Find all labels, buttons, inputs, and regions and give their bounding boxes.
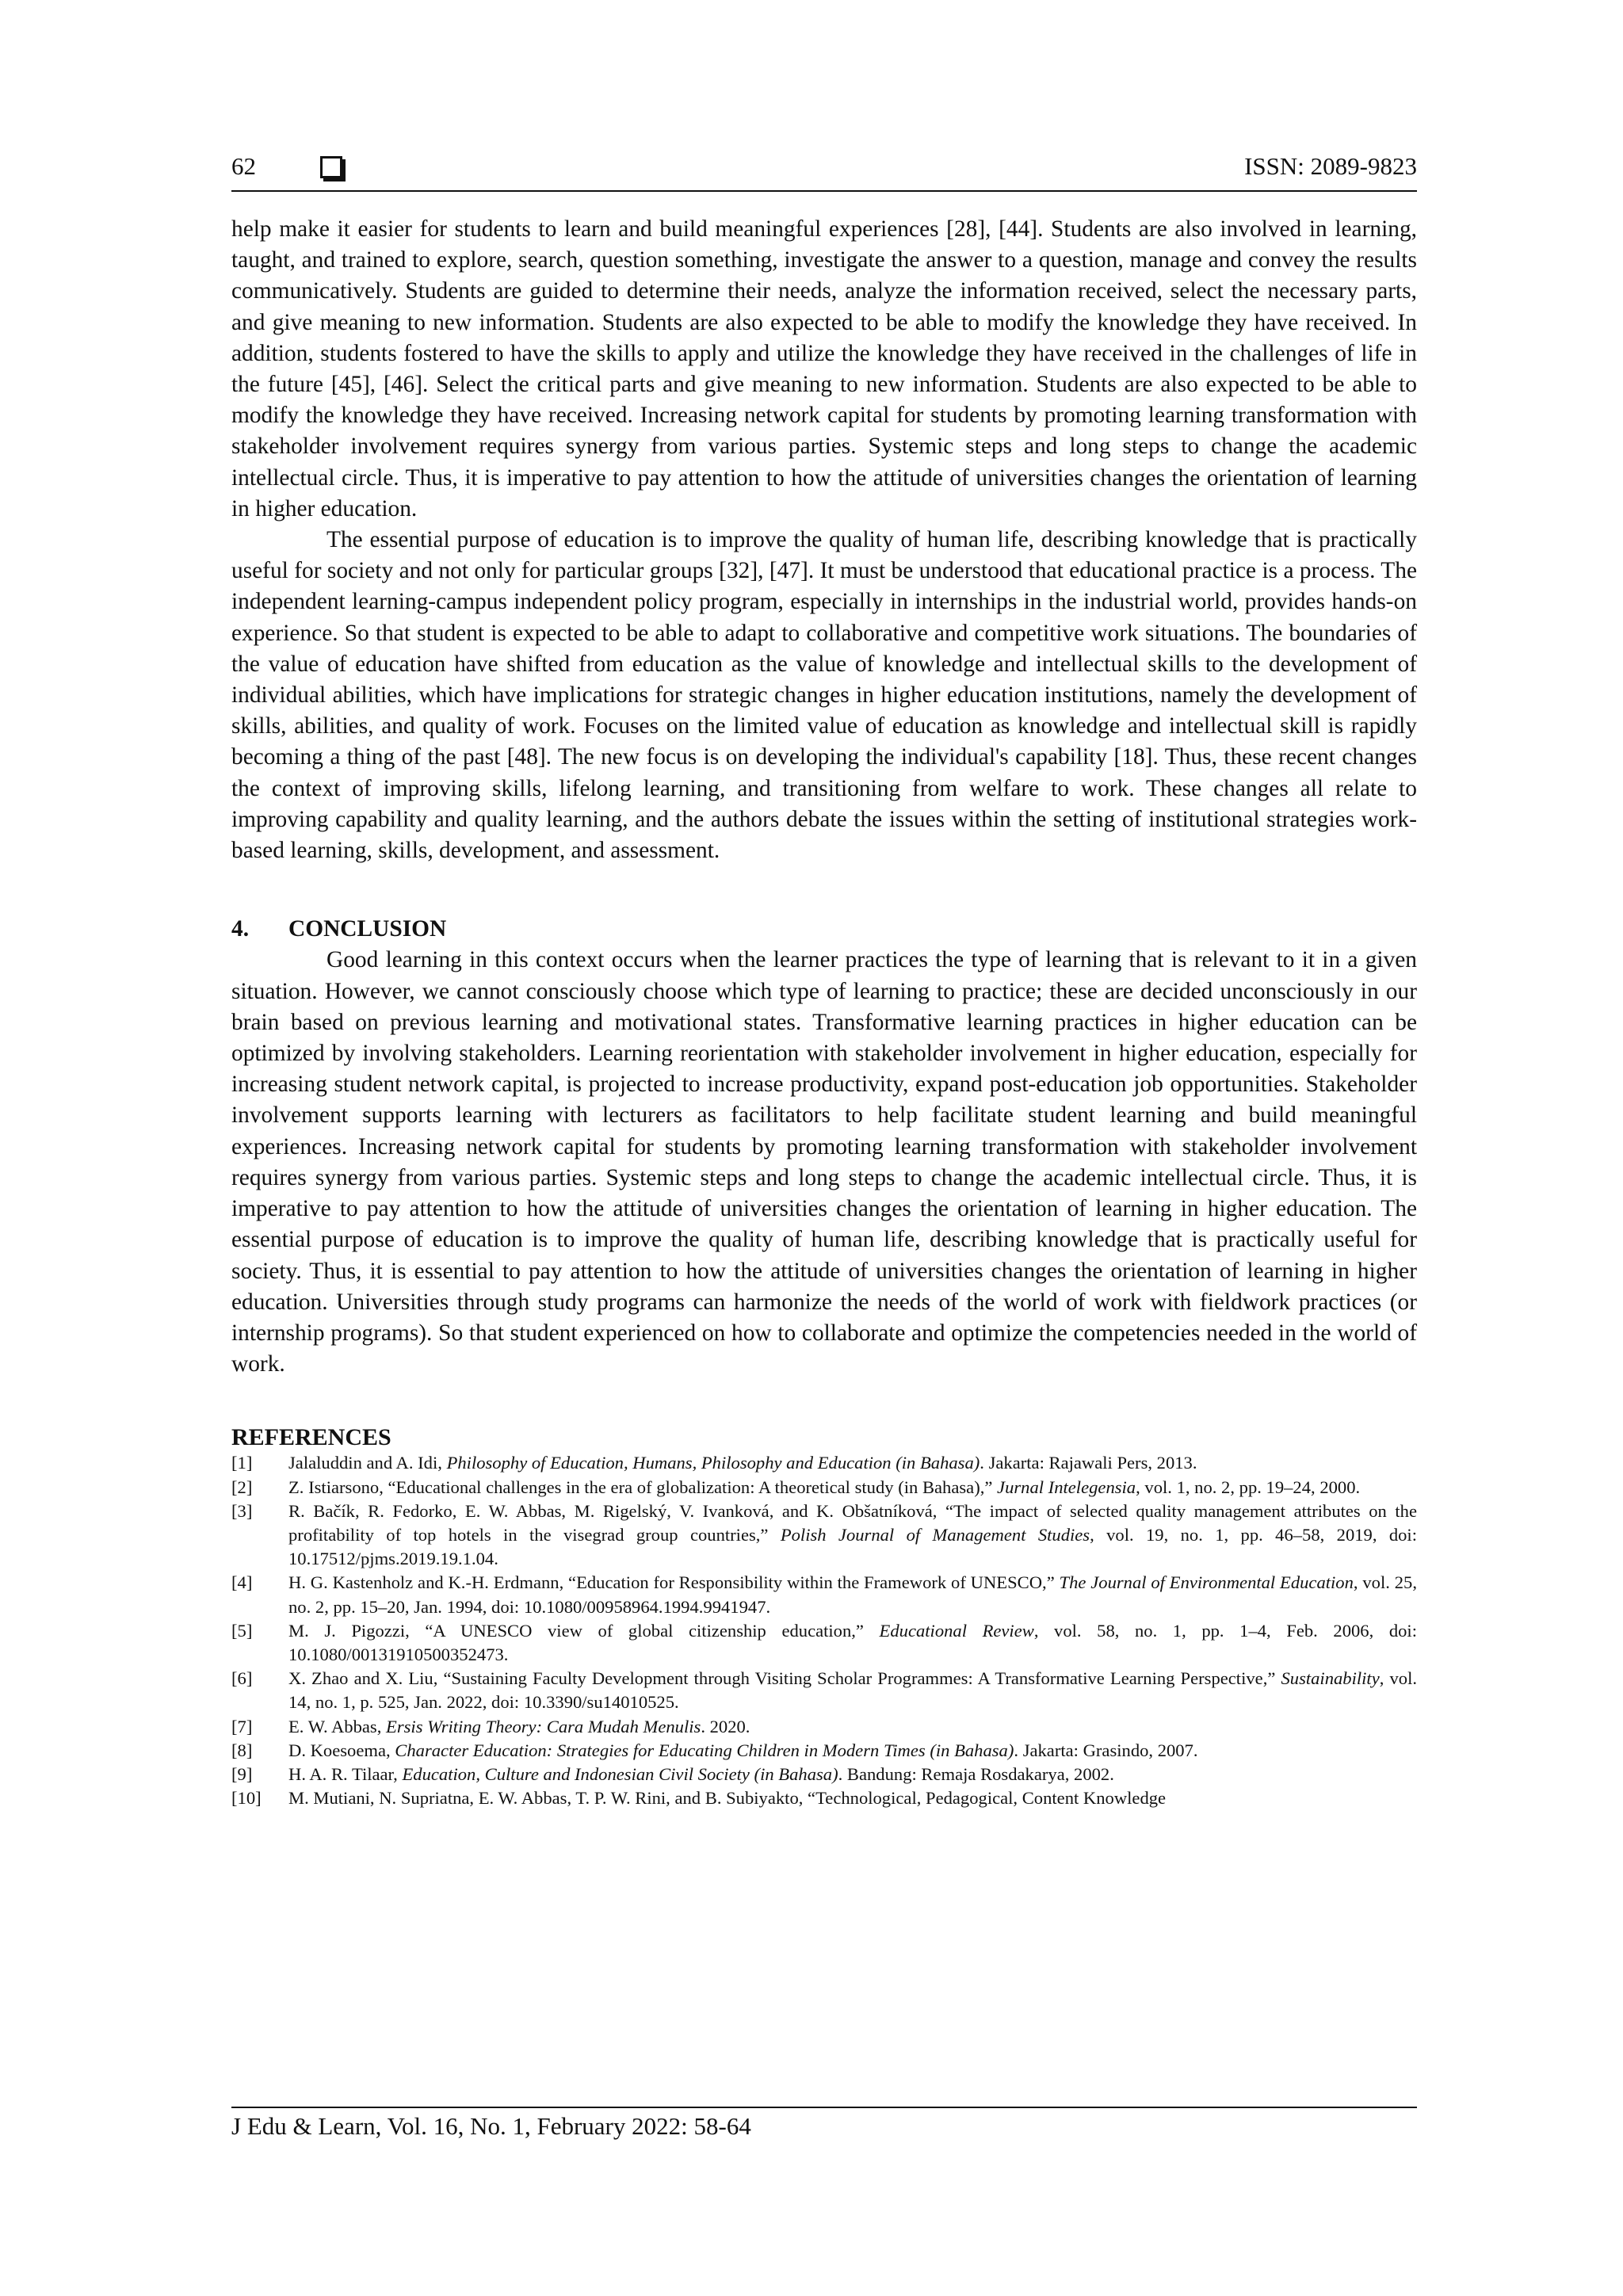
reference-item — [231, 1667, 1417, 1714]
body-paragraph-1: help make it easier for students to learn and build meaningful experiences [28], [44]. Students are also involved in learning, taught, and trained to explore, search, question something, investigate the answer to a question, manage and convey the results communicatively. Students are guided to determine their needs, analyze the information received, select the necessary parts, and give meaning to new information. Students are also expected to be able to modify the knowledge they have received. In addition, students fostered to have the skills to apply and utilize the knowledge they have received in the challenges of life in the future [45], [46]. Select the critical parts and give meaning to new information. Students are also expected to be able to modify the knowledge they have received. Increasing network capital for students by promoting learning transformation with stakeholder involvement requires synergy from various parties. Systemic steps and long steps to change the academic intellectual circle. Thus, it is imperative to pay attention to how the attitude of universities changes the orientation of learning in higher education. — [231, 216, 1417, 521]
reference-authors-title: H. A. R. Tilaar, — [288, 1763, 403, 1784]
page-header — [231, 152, 1417, 192]
reference-details: . Bandung: Remaja Rosdakarya, 2002. — [838, 1763, 1114, 1784]
reference-details: . Jakarta: Grasindo, 2007. — [1014, 1740, 1198, 1760]
reference-number: [9] — [231, 1763, 253, 1784]
reference-text — [288, 1451, 1417, 1475]
reference-authors-title: Z. Istiarsono, “Educational challenges in the era of globalization: A theoretical study (in Bahasa),” — [288, 1477, 998, 1497]
body-paragraph-2: The essential purpose of education is to improve the quality of human life, describing knowledge that is practically useful for society and not only for particular groups [32], [47]. It must be understood that educational practice is a process. The independent learning-campus independent policy program, especially in internships in the industrial world, provides hands-on experience. So that student is expected to be able to adapt to collaborative and competitive work situations. The boundaries of the value of education have shifted from education as the value of knowledge and intellectual skills to the development of individual abilities, which have implications for strategic changes in higher education institutions, namely the development of skills, abilities, and quality of work. Focuses on the limited value of education as knowledge and intellectual skill is rapidly becoming a thing of the past [48]. The new focus is on developing the individual's capability [18]. Thus, these recent changes the context of improving skills, lifelong learning, and transitioning from welfare to work. These changes all relate to improving capability and quality learning, and the authors debate the issues within the setting of institutional strategies work-based learning, skills, development, and assessment. — [231, 527, 1417, 864]
reference-item — [231, 1763, 1417, 1786]
checkbox-square-icon — [320, 156, 342, 178]
section-number: 4. — [231, 916, 250, 942]
reference-source: Educational Review — [879, 1620, 1034, 1641]
reference-number: [3] — [231, 1500, 253, 1521]
references-heading: REFERENCES — [231, 1424, 391, 1451]
reference-text — [288, 1739, 1417, 1763]
reference-source: Ersis Writing Theory: Cara Mudah Menulis — [386, 1716, 701, 1736]
reference-source: Sustainability — [1281, 1668, 1380, 1689]
reference-text — [288, 1763, 1417, 1786]
reference-text — [288, 1476, 1417, 1499]
reference-text — [288, 1499, 1417, 1572]
reference-authors-title: R. Bačík, R. Fedorko, E. W. Abbas, M. Rigelský, V. Ivanková, and K. Obšatníková, “The impact of selected quality management attributes on the profitability of top hotels in the visegrad group countries,” — [288, 1500, 1417, 1545]
reference-authors-title: E. W. Abbas, — [288, 1716, 387, 1736]
reference-authors-title: D. Koesoema, — [288, 1740, 395, 1760]
page-footer: J Edu & Learn, Vol. 16, No. 1, February 2022: 58-64 — [231, 2112, 751, 2140]
reference-details: , vol. 14, no. 1, p. 525, Jan. 2022, doi: 10.3390/su14010525. — [288, 1668, 1417, 1713]
reference-item — [231, 1476, 1417, 1499]
reference-text — [288, 1571, 1417, 1618]
reference-authors-title: M. J. Pigozzi, “A UNESCO view of global citizenship education,” — [288, 1620, 880, 1641]
footer-rule — [231, 2107, 1417, 2108]
section-title: CONCLUSION — [288, 916, 447, 942]
reference-number: [2] — [231, 1477, 253, 1497]
reference-number: [7] — [231, 1716, 253, 1736]
reference-item — [231, 1619, 1417, 1667]
reference-source: Education, Culture and Indonesian Civil Society (in Bahasa) — [402, 1763, 838, 1784]
reference-text — [288, 1667, 1417, 1714]
reference-item — [231, 1786, 1417, 1810]
page-content — [231, 214, 1417, 1810]
reference-details: , vol. 25, no. 2, pp. 15–20, Jan. 1994, doi: 10.1080/00958964.1994.9941947. — [288, 1572, 1417, 1617]
reference-number: [1] — [231, 1453, 253, 1473]
page-number: 62 — [231, 152, 256, 180]
reference-number: [10] — [231, 1788, 262, 1809]
reference-item — [231, 1739, 1417, 1763]
reference-item — [231, 1571, 1417, 1618]
reference-source: Polish Journal of Management Studies — [780, 1524, 1090, 1545]
reference-authors-title: H. G. Kastenholz and K.-H. Erdmann, “Education for Responsibility within the Framework of UNESCO,” — [288, 1572, 1060, 1593]
reference-source: Character Education: Strategies for Educating Children in Modern Times (in Bahasa) — [395, 1740, 1014, 1760]
reference-authors-title: M. Mutiani, N. Supriatna, E. W. Abbas, T. P. W. Rini, and B. Subiyakto, “Technological, Pedagogical, Content Knowledge — [288, 1788, 1167, 1809]
reference-item — [231, 1499, 1417, 1572]
reference-details: , vol. 58, no. 1, pp. 1–4, Feb. 2006, doi: 10.1080/00131910500352473. — [288, 1620, 1417, 1664]
reference-text — [288, 1619, 1417, 1667]
reference-list — [231, 1451, 1417, 1810]
section-heading-conclusion — [231, 914, 1417, 945]
reference-source: The Journal of Environmental Education — [1059, 1572, 1354, 1593]
reference-text — [288, 1786, 1417, 1810]
reference-details: . 2020. — [701, 1716, 750, 1736]
reference-text — [288, 1715, 1417, 1739]
reference-number: [6] — [231, 1668, 253, 1689]
issn: ISSN: 2089-9823 — [1244, 152, 1417, 180]
reference-source: Jurnal Intelegensia — [997, 1477, 1136, 1497]
reference-item — [231, 1451, 1417, 1475]
header-rule — [231, 190, 1417, 192]
reference-authors-title: X. Zhao and X. Liu, “Sustaining Faculty Development through Visiting Scholar Programmes: A Transformative Learning Perspective,” — [288, 1668, 1281, 1689]
reference-authors-title: Jalaluddin and A. Idi, — [288, 1453, 447, 1473]
reference-details: , vol. 19, no. 1, pp. 46–58, 2019, doi: 10.17512/pjms.2019.19.1.04. — [288, 1524, 1417, 1569]
reference-details: . Jakarta: Rajawali Pers, 2013. — [980, 1453, 1197, 1473]
reference-details: , vol. 1, no. 2, pp. 19–24, 2000. — [1136, 1477, 1361, 1497]
reference-number: [5] — [231, 1620, 253, 1641]
conclusion-paragraph: Good learning in this context occurs when the learner practices the type of learning that is relevant to it in a given situation. However, we cannot consciously choose which type of learning to practice; these are decided unconsciously in our brain based on previous learning and motivational states. Transformative learning practices in higher education can be optimized by involving stakeholders. Learning reorientation with stakeholder involvement in higher education, especially for increasing student network capital, is projected to increase productivity, expand post-education job opportunities. Stakeholder involvement supports learning with lecturers as facilitators to help facilitate student learning and build meaningful experiences. Increasing network capital for students by promoting learning transformation with stakeholder involvement requires synergy from various parties. Systemic steps and long steps to change the academic intellectual circle. Thus, it is imperative to pay attention to how the attitude of universities changes the orientation of learning in higher education. The essential purpose of education is to improve the quality of human life, describing knowledge that is practically useful for society. Thus, it is essential to pay attention to how the attitude of universities changes the orientation of learning in higher education. Universities through study programs can harmonize the needs of the world of work with fieldwork practices (or internship programs). So that student experienced on how to collaborate and optimize the competencies needed in the world of work. — [231, 947, 1417, 1377]
reference-number: [8] — [231, 1740, 253, 1760]
reference-source: Philosophy of Education, Humans, Philosophy and Education (in Bahasa) — [446, 1453, 980, 1473]
reference-number: [4] — [231, 1572, 253, 1593]
reference-item — [231, 1715, 1417, 1739]
